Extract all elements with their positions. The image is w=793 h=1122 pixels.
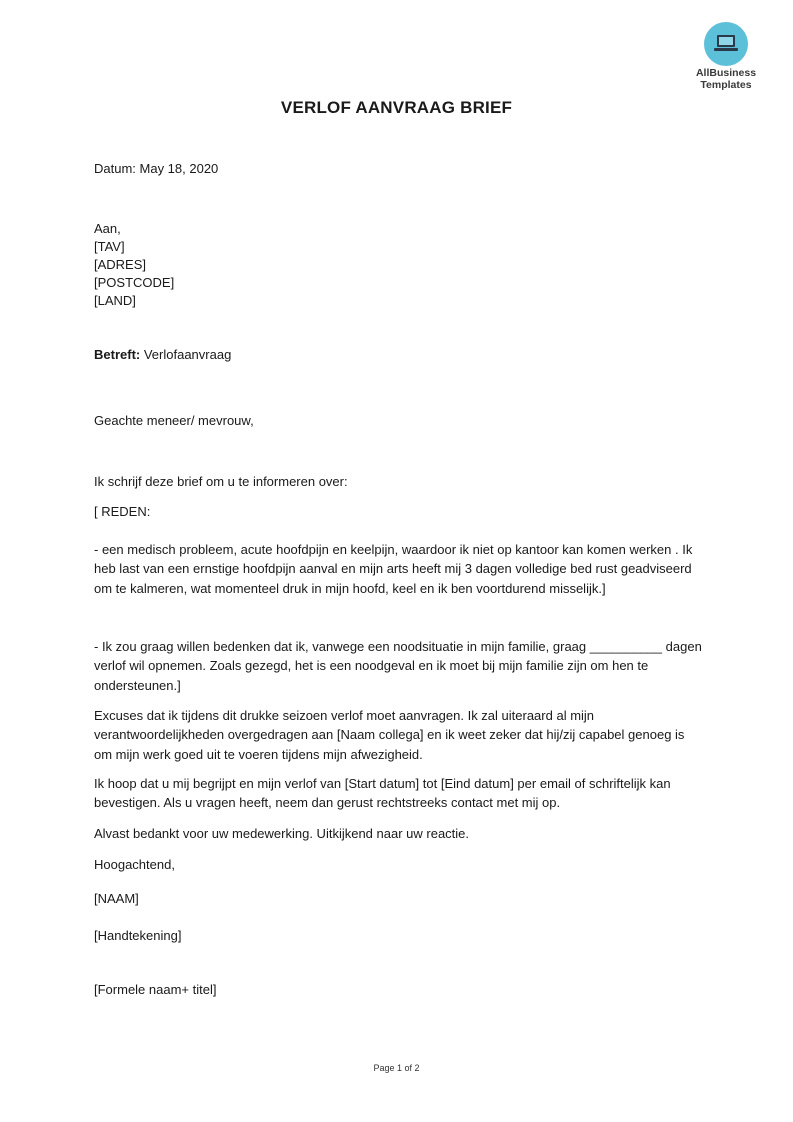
address-line-2: [TAV] xyxy=(94,239,125,254)
salutation: Geachte meneer/ mevrouw, xyxy=(94,413,254,428)
name-placeholder: [NAAM] xyxy=(94,891,139,906)
logo-circle xyxy=(704,22,748,66)
logo-brand-line1: AllBusiness xyxy=(695,67,757,79)
subject-line xyxy=(94,345,231,364)
subject-label: Betreft: xyxy=(94,347,141,362)
signature-placeholder: [Handtekening] xyxy=(94,928,182,943)
letter-title: VERLOF AANVRAAG BRIEF xyxy=(280,98,513,117)
formal-name-placeholder: [Formele naam+ titel] xyxy=(94,982,217,997)
address-line-1: Aan, xyxy=(94,221,121,236)
subject-value: Verlofaanvraag xyxy=(140,347,232,362)
reason-header: [ REDEN: xyxy=(94,504,151,519)
address-line-5: [LAND] xyxy=(94,293,136,308)
intro-line: Ik schrijf deze brief om u te informeren over: xyxy=(94,474,348,489)
date-line: Datum: May 18, 2020 xyxy=(94,161,219,176)
logo-brand-line2: Templates xyxy=(700,79,752,91)
logo-text xyxy=(690,67,762,91)
page-footer: Page 1 of 2 xyxy=(373,1063,420,1073)
laptop-icon xyxy=(713,33,739,53)
brand-logo xyxy=(690,22,762,91)
address-line-3: [ADRES] xyxy=(94,257,147,272)
reason-medical-paragraph: - een medisch probleem, acute hoofdpijn en keelpijn, waardoor ik niet op kantoor kan komen werken . Ik heb last van een ernstige hoofdpijn aanval en mijn arts heeft mij 3 dagen volledige bed rust geadviseerd om te kalmeren, wat momenteel druk in mijn hoofd, keel en ik ben voortdurend misselijk.] xyxy=(94,542,693,596)
address-line-4: [POSTCODE] xyxy=(94,275,175,290)
thanks-line: Alvast bedankt voor uw medewerking. Uitkijkend naar uw reactie. xyxy=(94,826,470,841)
excuses-paragraph: Excuses dat ik tijdens dit drukke seizoen verlof moet aanvragen. Ik zal uiteraard al mijn verantwoordelijkheden overgedragen aan [Naam collega] en ik weet zeker dat hij/zij capabel genoeg is om mijn werk goed uit te voeren tijdens mijn afwezigheid. xyxy=(94,708,685,762)
confirmation-paragraph: Ik hoop dat u mij begrijpt en mijn verlof van [Start datum] tot [Eind datum] per email of schriftelijk kan bevestigen. Als u vragen heeft, neem dan gerust rechtstreeks contact met mij op. xyxy=(94,776,671,811)
reason-family-paragraph: - Ik zou graag willen bedenken dat ik, vanwege een noodsituatie in mijn familie, graag __________ dagen verlof wil opnemen. Zoals gezegd, het is een noodgeval en ik moet bij mijn familie zijn om hen te ondersteunen.] xyxy=(94,639,702,693)
closing-line: Hoogachtend, xyxy=(94,857,175,872)
